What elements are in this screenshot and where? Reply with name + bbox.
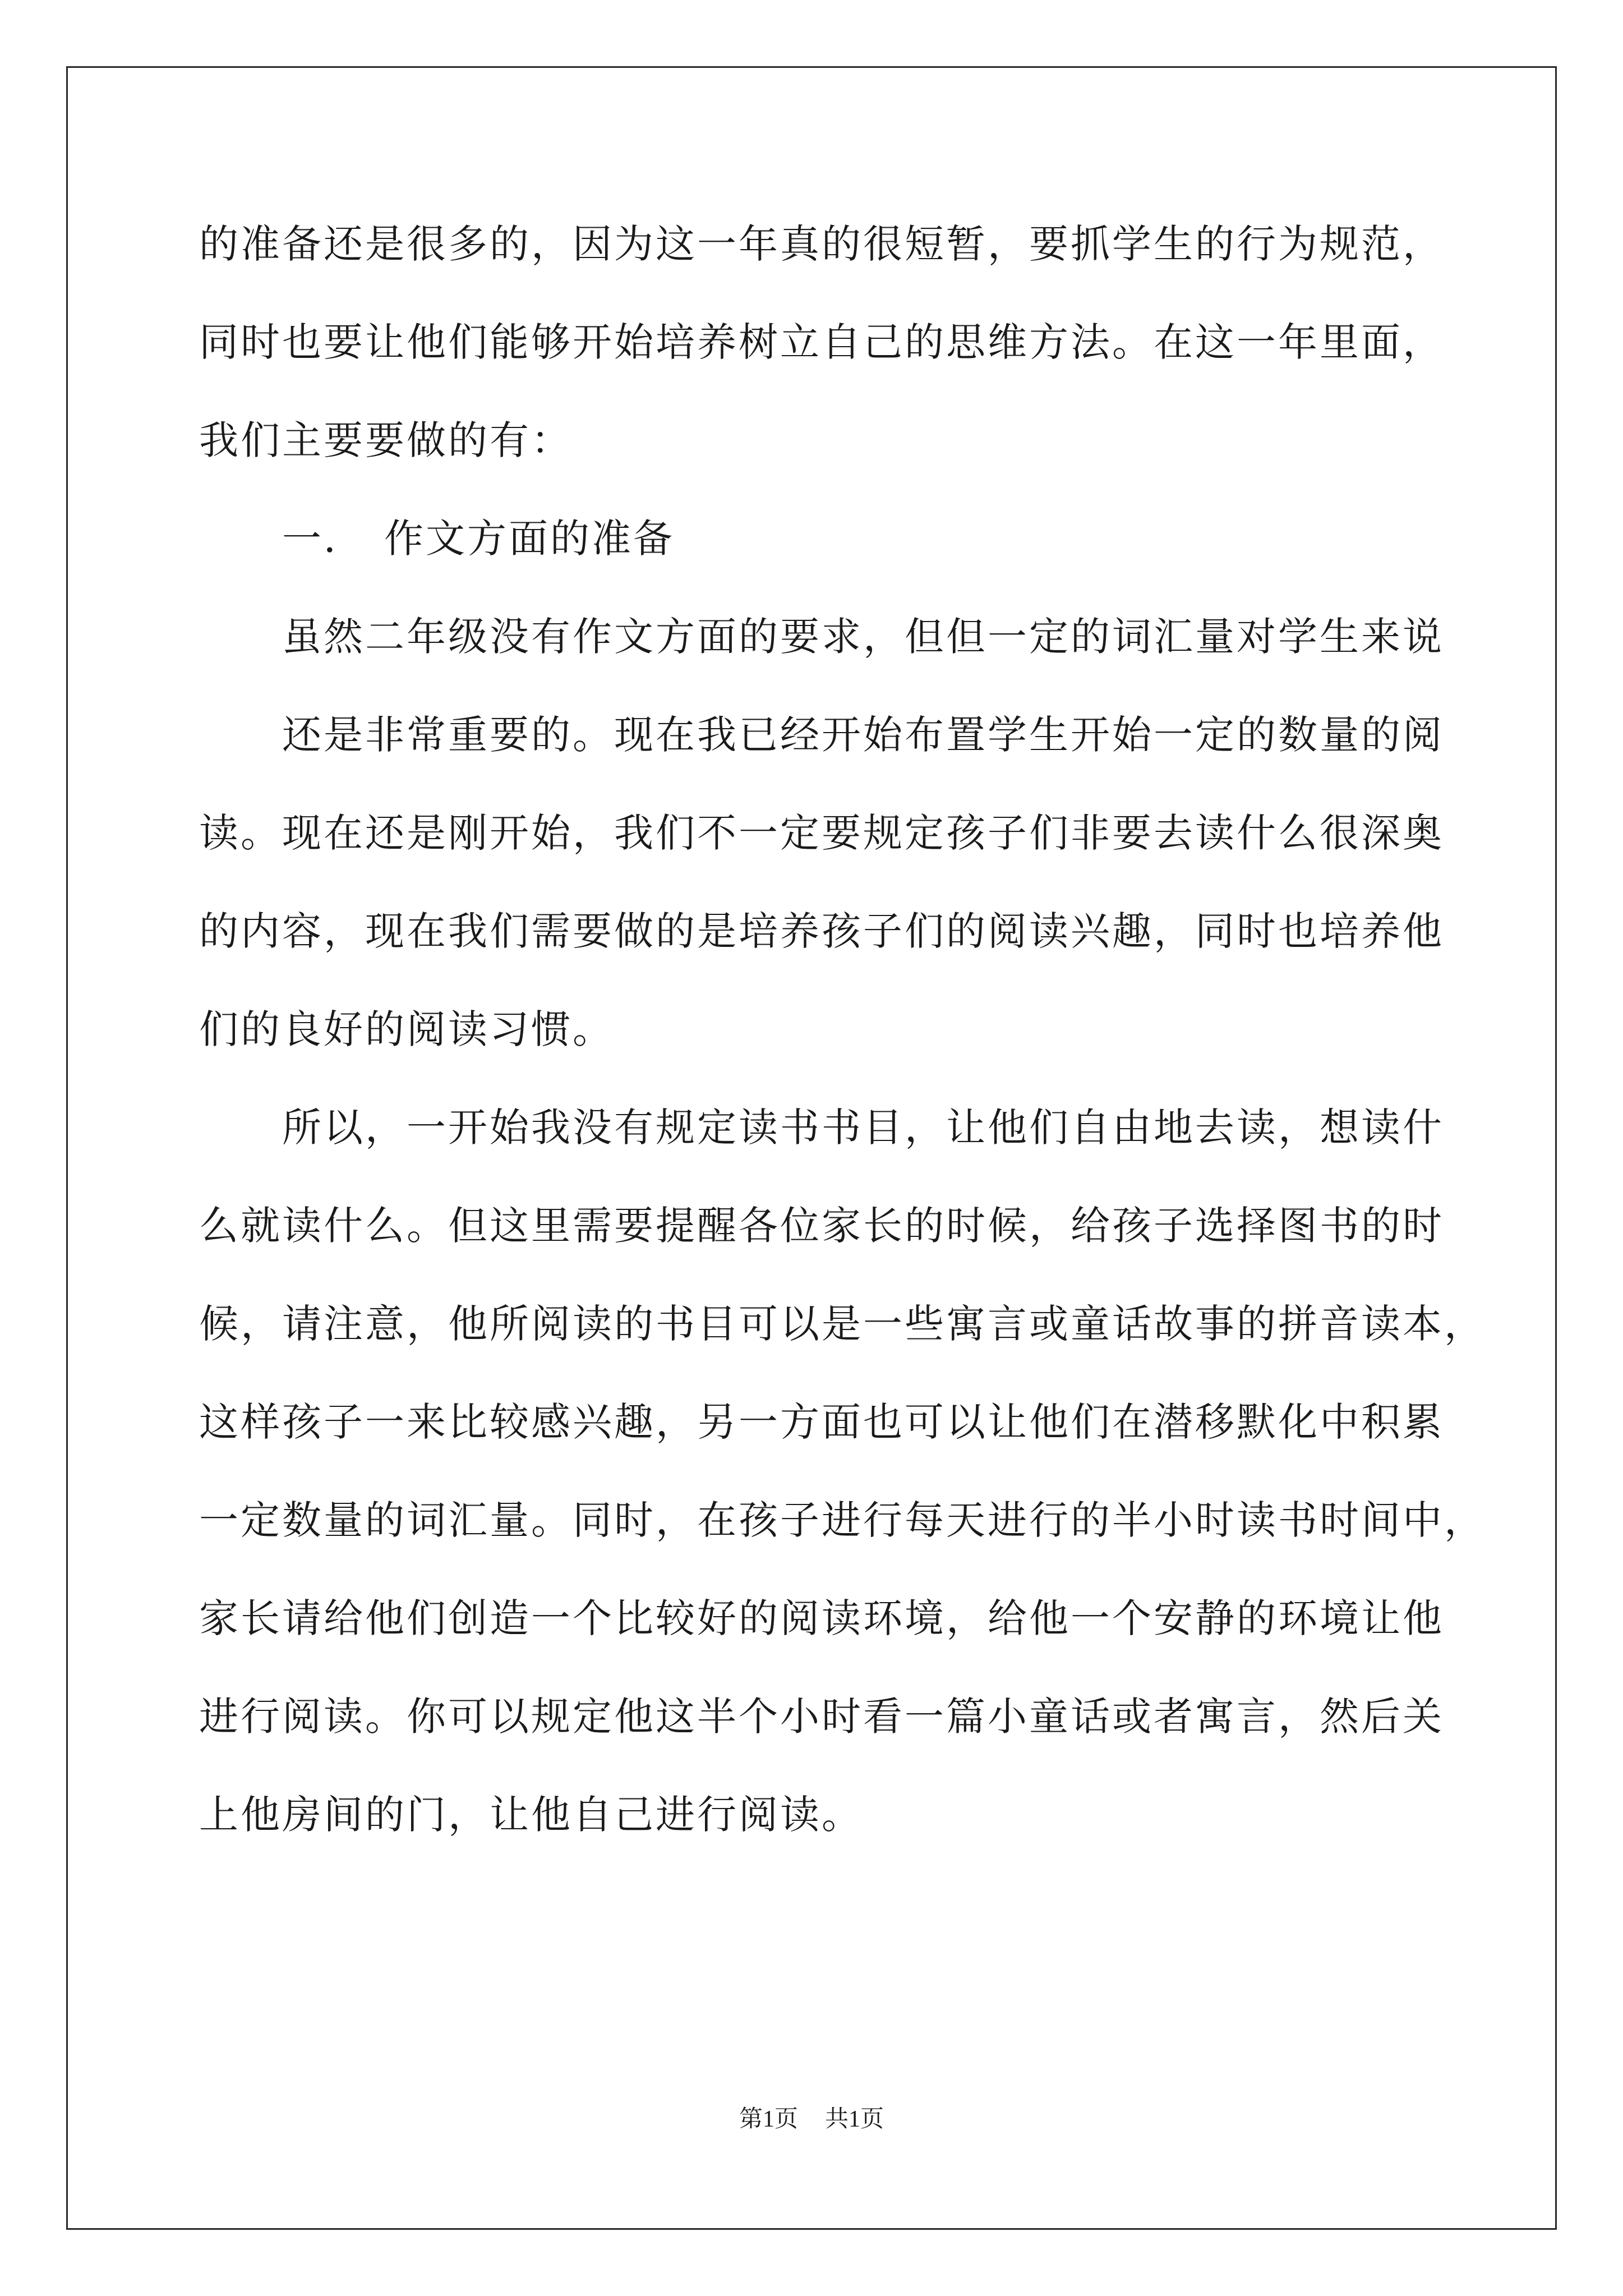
text-line: 所以，一开始我没有规定读书书目，让他们自由地去读，想读什 [282, 1105, 1444, 1151]
text-line: 我们主要要做的有： [199, 417, 573, 463]
text-line: 么就读什么。但这里需要提醒各位家长的时候，给孩子选择图书的时 [199, 1203, 1444, 1249]
section-heading [282, 508, 675, 569]
text-line: 的内容，现在我们需要做的是培养孩子们的阅读兴趣，同时也培养他 [199, 908, 1444, 954]
text-line: 进行阅读。你可以规定他这半个小时看一篇小童话或者寓言，然后关 [199, 1694, 1444, 1740]
text-line: 同时也要让他们能够开始培养树立自己的思维方法。在这一年里面， [199, 319, 1444, 365]
text-line: 虽然二年级没有作文方面的要求，但但一定的词汇量对学生来说 [282, 614, 1444, 660]
text-line: 候，请注意，他所阅读的书目可以是一些寓言或童话故事的拼音读本， [199, 1301, 1486, 1347]
text-line: 上他房间的门，让他自己进行阅读。 [199, 1792, 863, 1838]
page-footer [0, 2102, 1623, 2136]
page-number: 第1页 [739, 2106, 798, 2132]
text-line: 家长请给他们创造一个比较好的阅读环境，给他一个安静的环境让他 [199, 1595, 1444, 1641]
section-title: 作文方面的准备 [384, 516, 675, 562]
section-number: 一． [282, 516, 365, 562]
text-line: 还是非常重要的。现在我已经开始布置学生开始一定的数量的阅 [282, 712, 1444, 758]
text-line: 读。现在还是刚开始，我们不一定要规定孩子们非要去读什么很深奥 [199, 810, 1444, 856]
text-line: 这样孩子一来比较感兴趣，另一方面也可以让他们在潜移默化中积累 [199, 1399, 1444, 1445]
text-line: 的准备还是很多的，因为这一年真的很短暂，要抓学生的行为规范， [199, 221, 1444, 267]
text-line: 们的良好的阅读习惯。 [199, 1006, 614, 1052]
text-line: 一定数量的词汇量。同时，在孩子进行每天进行的半小时读书时间中， [199, 1497, 1486, 1543]
page-total: 共1页 [825, 2106, 884, 2132]
